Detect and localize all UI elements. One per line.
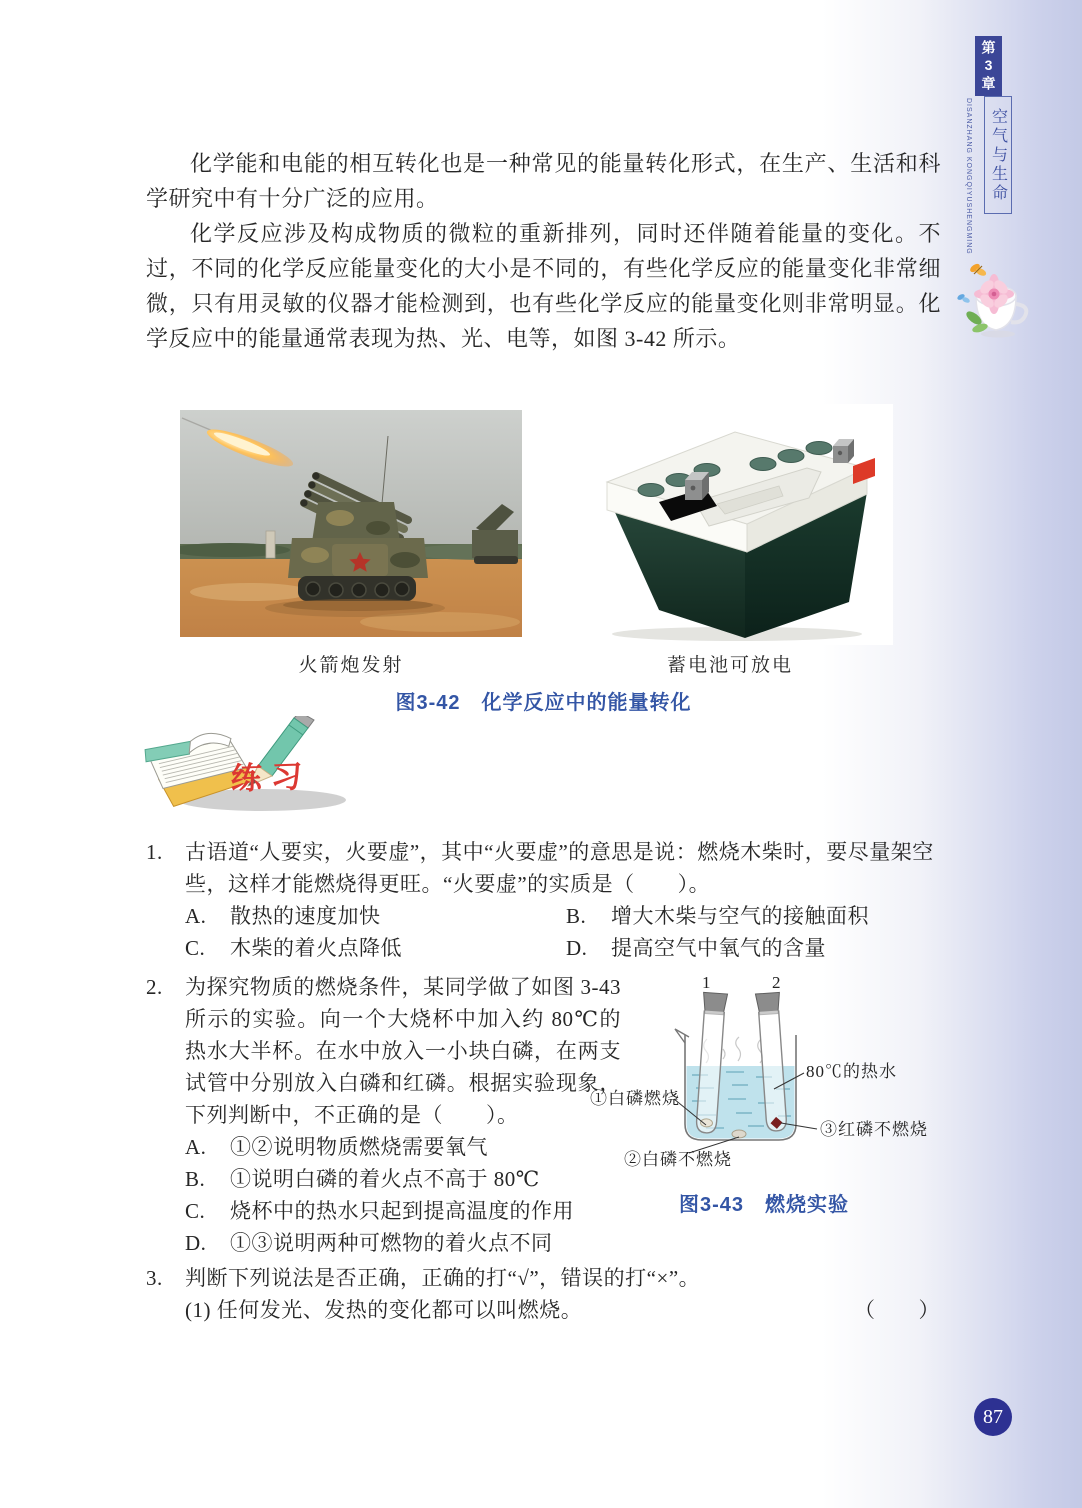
question-3-text: 判断下列说法是否正确，正确的打“√”，错误的打“×”。: [185, 1266, 701, 1290]
option-c: [185, 932, 566, 964]
option-b-text: 增大木柴与空气的接触面积: [611, 904, 869, 928]
option-d-label: D.: [566, 936, 588, 960]
chapter-badge: 第3章: [975, 36, 1002, 96]
battery-photo: [567, 404, 893, 645]
label-white-phosphorus-not-burning: ②白磷不燃烧: [624, 1150, 732, 1169]
option-b-text: ①说明白磷的着火点不高于 80℃: [230, 1167, 540, 1191]
intro-paragraph-1: 化学能和电能的相互转化也是一种常见的能量转化形式，在生产、生活和科学研究中有十分广泛的应用。: [146, 151, 941, 211]
label-hot-water-80c: 80℃的热水: [806, 1062, 897, 1081]
question-2-number: 2.: [146, 975, 163, 999]
option-c-text: 木柴的着火点降低: [230, 936, 402, 960]
question-1-text: 古语道“人要实，火要虚”，其中“火要虚”的意思是说：燃烧木柴时，要尽量架空些，这样才能燃烧得更旺。“火要虚”的实质是（ ）。: [185, 840, 934, 896]
question-2-text: 为探究物质的燃烧条件，某同学做了如图 3-43 所示的实验。向一个大烧杯中加入约 80℃的热水大半杯。在水中放入一小块白磷，在两支试管中分别放入白磷和红磷。根据实验现象，下列判断中，不正确的是（ ）。: [185, 975, 621, 1127]
figure-3-43-caption: 图3-43 燃烧实验: [678, 1194, 850, 1216]
question-3: [146, 1262, 942, 1326]
tube-2-number: 2: [772, 973, 781, 992]
combustion-experiment-diagram: [588, 973, 940, 1178]
option-a-label: A.: [185, 904, 207, 928]
teacup-flower-icon: [954, 258, 1038, 354]
intro-text: [146, 146, 941, 356]
question-3-sub-1-blank: （ ）: [854, 1298, 940, 1322]
battery-photo-caption: 蓄电池可放电: [666, 655, 793, 676]
label-white-phosphorus-burning: ①白磷燃烧: [590, 1089, 680, 1108]
chapter-pinyin: DISANZHANG KONGQIYUSHENGMING: [965, 98, 972, 255]
option-b: [566, 900, 942, 932]
option-c-label: C.: [185, 1199, 206, 1223]
question-3-number: 3.: [146, 1266, 163, 1290]
option-a-text: ①②说明物质燃烧需要氧气: [230, 1135, 488, 1159]
figure-3-42-caption: 图3-42 化学反应中的能量转化: [395, 692, 692, 714]
label-red-phosphorus-not-burning: ③红磷不燃烧: [820, 1120, 928, 1139]
option-d-text: 提高空气中氧气的含量: [611, 936, 826, 960]
option-d: [566, 932, 942, 964]
option-a: [185, 900, 566, 932]
blue-butterfly: [956, 293, 970, 304]
intro-paragraph-2: 化学反应涉及构成物质的微粒的重新排列，同时还伴随着能量的变化。不过，不同的化学反应能量变化的大小是不同的，有些化学反应的能量变化非常细微，只有用灵敏的仪器才能检测到，也有些化学反应的能量变化则非常明显。化学反应中的能量通常表现为热、光、电等，如图 3-42 所示。: [146, 221, 941, 351]
practice-section-title: 练习: [230, 758, 312, 797]
question-1-options: [185, 900, 942, 964]
rocket-photo-caption: 火箭炮发射: [298, 655, 404, 676]
option-a-text: 散热的速度加快: [230, 904, 381, 928]
option-d: [185, 1227, 942, 1259]
option-b-label: B.: [566, 904, 587, 928]
option-a-label: A.: [185, 1135, 207, 1159]
option-c-text: 烧杯中的热水只起到提高温度的作用: [230, 1199, 574, 1223]
option-c-label: C.: [185, 936, 206, 960]
question-1: [146, 836, 942, 964]
option-b-label: B.: [185, 1167, 206, 1191]
chapter-title: 空气与生命: [984, 96, 1012, 214]
page-number: 87: [983, 1405, 1003, 1428]
page-number-badge: [974, 1398, 1012, 1436]
question-1-number: 1.: [146, 840, 163, 864]
question-3-sub-1-text: (1) 任何发光、发热的变化都可以叫燃烧。: [185, 1298, 583, 1322]
tube-1-number: 1: [702, 973, 711, 992]
option-d-label: D.: [185, 1231, 207, 1255]
question-3-sub-1: [185, 1294, 942, 1326]
figure-3-43: [588, 973, 940, 1217]
rocket-launch-photo: [180, 410, 522, 637]
orange-butterfly: [969, 262, 988, 277]
option-d-text: ①③说明两种可燃物的着火点不同: [230, 1231, 553, 1255]
